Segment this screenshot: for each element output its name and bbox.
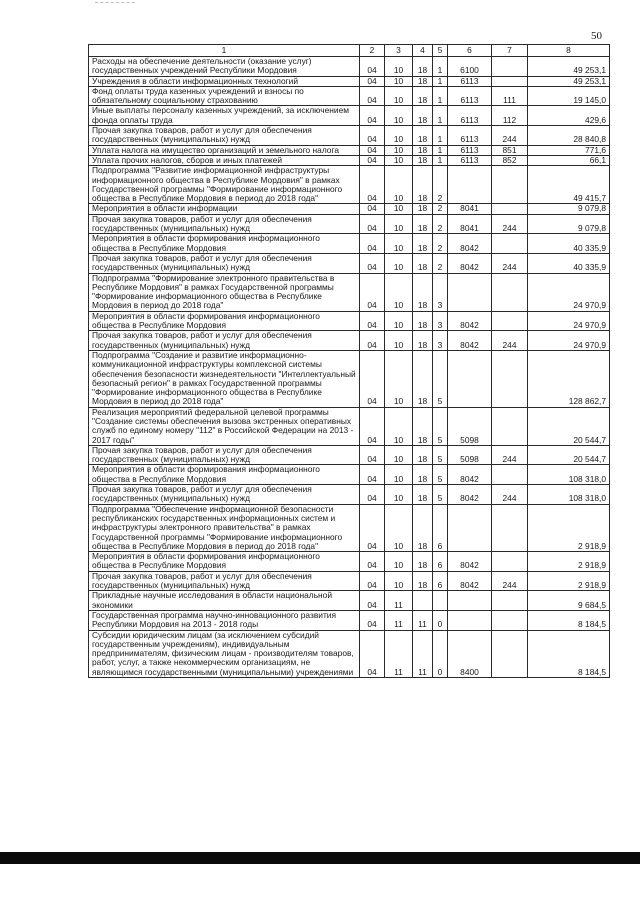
subprogram-code-cell: 5: [433, 465, 448, 485]
program-code-cell: 18: [413, 155, 433, 165]
header-cell-3: 3: [385, 45, 413, 57]
subsection-code-cell: 11: [385, 610, 413, 630]
subsection-code-cell: 10: [385, 552, 413, 572]
subsection-code-cell: 10: [385, 76, 413, 86]
expense-type-code-cell: 111: [492, 86, 528, 106]
target-item-code-cell: 6113: [448, 145, 492, 155]
expense-type-code-cell: [492, 273, 528, 311]
subprogram-code-cell: 5: [433, 485, 448, 505]
expense-type-code-cell: [492, 234, 528, 254]
subprogram-code-cell: 5: [433, 350, 448, 407]
header-cell-2: 2: [360, 45, 385, 57]
table-row: [89, 630, 610, 677]
table-row: [89, 350, 610, 407]
section-code-cell: 04: [360, 166, 385, 204]
target-item-code-cell: 6113: [448, 126, 492, 146]
target-item-code-cell: 8042: [448, 571, 492, 591]
expense-type-code-cell: 244: [492, 214, 528, 234]
amount-cell: 2 918,9: [528, 504, 610, 551]
expense-type-code-cell: [492, 76, 528, 86]
table-row: [89, 552, 610, 572]
program-code-cell: 18: [413, 311, 433, 331]
target-item-code-cell: [448, 610, 492, 630]
section-code-cell: 04: [360, 445, 385, 465]
target-item-code-cell: 8041: [448, 204, 492, 214]
table-row: [89, 407, 610, 445]
amount-cell: 128 862,7: [528, 350, 610, 407]
header-cell-7: 7: [492, 45, 528, 57]
program-code-cell: 18: [413, 465, 433, 485]
row-name-cell: Прикладные научные исследования в области национальной экономики: [89, 591, 360, 611]
subprogram-code-cell: 1: [433, 106, 448, 126]
amount-cell: 108 318,0: [528, 485, 610, 505]
subprogram-code-cell: 2: [433, 234, 448, 254]
table-row: [89, 57, 610, 77]
table-body: [89, 57, 610, 678]
section-code-cell: 04: [360, 145, 385, 155]
program-code-cell: 11: [413, 630, 433, 677]
section-code-cell: 04: [360, 234, 385, 254]
subprogram-code-cell: 3: [433, 273, 448, 311]
target-item-code-cell: 8042: [448, 552, 492, 572]
amount-cell: 20 544,7: [528, 407, 610, 445]
table-header: [89, 45, 610, 57]
amount-cell: 108 318,0: [528, 465, 610, 485]
subsection-code-cell: 10: [385, 465, 413, 485]
subsection-code-cell: 10: [385, 571, 413, 591]
section-code-cell: 04: [360, 311, 385, 331]
row-name-cell: Мероприятия в области формирования информационного общества в Республике Мордовия: [89, 552, 360, 572]
expense-type-code-cell: 244: [492, 253, 528, 273]
row-name-cell: Мероприятия в области формирования информационного общества в Республике Мордовия: [89, 465, 360, 485]
amount-cell: 9 079,8: [528, 204, 610, 214]
target-item-code-cell: [448, 591, 492, 611]
row-name-cell: Фонд оплаты труда казенных учреждений и взносы по обязательному социальному страхованию: [89, 86, 360, 106]
expense-type-code-cell: [492, 504, 528, 551]
table-row: [89, 331, 610, 351]
expense-type-code-cell: 112: [492, 106, 528, 126]
section-code-cell: 04: [360, 86, 385, 106]
amount-cell: 49 253,1: [528, 76, 610, 86]
target-item-code-cell: 5098: [448, 445, 492, 465]
expense-type-code-cell: [492, 610, 528, 630]
section-code-cell: 04: [360, 552, 385, 572]
section-code-cell: 04: [360, 155, 385, 165]
target-item-code-cell: 6113: [448, 76, 492, 86]
expense-type-code-cell: [492, 552, 528, 572]
program-code-cell: 18: [413, 86, 433, 106]
target-item-code-cell: 8042: [448, 311, 492, 331]
section-code-cell: 04: [360, 76, 385, 86]
subsection-code-cell: 10: [385, 86, 413, 106]
table-row: [89, 591, 610, 611]
target-item-code-cell: [448, 350, 492, 407]
amount-cell: 9 079,8: [528, 214, 610, 234]
subsection-code-cell: 10: [385, 204, 413, 214]
target-item-code-cell: 6113: [448, 106, 492, 126]
subprogram-code-cell: 1: [433, 155, 448, 165]
row-name-cell: Прочая закупка товаров, работ и услуг для обеспечения государственных (муниципальных) нужд: [89, 214, 360, 234]
program-code-cell: 18: [413, 106, 433, 126]
subprogram-code-cell: 1: [433, 126, 448, 146]
section-code-cell: 04: [360, 273, 385, 311]
subprogram-code-cell: 3: [433, 311, 448, 331]
header-row: [89, 45, 610, 57]
subsection-code-cell: 10: [385, 445, 413, 465]
scan-border-bar: [0, 852, 640, 864]
expense-type-code-cell: [492, 465, 528, 485]
target-item-code-cell: 8042: [448, 253, 492, 273]
expense-type-code-cell: 244: [492, 485, 528, 505]
row-name-cell: Иные выплаты персоналу казенных учреждений, за исключением фонда оплаты труда: [89, 106, 360, 126]
program-code-cell: 18: [413, 445, 433, 465]
subprogram-code-cell: 1: [433, 86, 448, 106]
section-code-cell: 04: [360, 106, 385, 126]
amount-cell: 9 684,5: [528, 591, 610, 611]
subsection-code-cell: 11: [385, 591, 413, 611]
amount-cell: 20 544,7: [528, 445, 610, 465]
expense-type-code-cell: [492, 630, 528, 677]
table-row: [89, 155, 610, 165]
row-name-cell: Расходы на обеспечение деятельности (оказание услуг) государственных учреждений Республики Мордовия: [89, 57, 360, 77]
subprogram-code-cell: 5: [433, 445, 448, 465]
expense-type-code-cell: 244: [492, 331, 528, 351]
subsection-code-cell: 10: [385, 145, 413, 155]
amount-cell: 66,1: [528, 155, 610, 165]
row-name-cell: Прочая закупка товаров, работ и услуг для обеспечения государственных (муниципальных) нужд: [89, 571, 360, 591]
program-code-cell: 18: [413, 145, 433, 155]
table-row: [89, 485, 610, 505]
row-name-cell: Прочая закупка товаров, работ и услуг для обеспечения государственных (муниципальных) нужд: [89, 485, 360, 505]
table-row: [89, 273, 610, 311]
target-item-code-cell: 6113: [448, 86, 492, 106]
program-code-cell: 18: [413, 552, 433, 572]
program-code-cell: 18: [413, 204, 433, 214]
row-name-cell: Мероприятия в области информации: [89, 204, 360, 214]
program-code-cell: 18: [413, 571, 433, 591]
page-number: 50: [591, 30, 602, 42]
program-code-cell: 18: [413, 331, 433, 351]
row-name-cell: Подпрограмма "Формирование электронного правительства в Республике Мордовия" в рамках Государственной программы "Формирование информационного общества в Республике Мордовия в период до 2018 года": [89, 273, 360, 311]
table-row: [89, 214, 610, 234]
subsection-code-cell: 10: [385, 253, 413, 273]
header-cell-4: 4: [413, 45, 433, 57]
subprogram-code-cell: 2: [433, 166, 448, 204]
subprogram-code-cell: 1: [433, 145, 448, 155]
subsection-code-cell: 10: [385, 504, 413, 551]
subprogram-code-cell: 0: [433, 610, 448, 630]
section-code-cell: 04: [360, 504, 385, 551]
target-item-code-cell: 6113: [448, 155, 492, 165]
section-code-cell: 04: [360, 610, 385, 630]
target-item-code-cell: [448, 273, 492, 311]
program-code-cell: 18: [413, 485, 433, 505]
row-name-cell: Субсидии юридическим лицам (за исключением субсидий государственным учреждениям), индивидуальным предпринимателям, физическим лицам - производителям товаров, работ, услуг, а также некоммерческим организациям, не являющимся государственными (муниципальными) учреждениями: [89, 630, 360, 677]
target-item-code-cell: 8400: [448, 630, 492, 677]
subsection-code-cell: 10: [385, 57, 413, 77]
expense-type-code-cell: [492, 407, 528, 445]
program-code-cell: 18: [413, 504, 433, 551]
subprogram-code-cell: 2: [433, 253, 448, 273]
amount-cell: 40 335,9: [528, 253, 610, 273]
subsection-code-cell: 10: [385, 485, 413, 505]
target-item-code-cell: 8042: [448, 234, 492, 254]
row-name-cell: Уплата прочих налогов, сборов и иных платежей: [89, 155, 360, 165]
expense-type-code-cell: 852: [492, 155, 528, 165]
header-cell-8: 8: [528, 45, 610, 57]
target-item-code-cell: [448, 166, 492, 204]
section-code-cell: 04: [360, 253, 385, 273]
amount-cell: 8 184,5: [528, 630, 610, 677]
amount-cell: 24 970,9: [528, 331, 610, 351]
subsection-code-cell: 10: [385, 234, 413, 254]
target-item-code-cell: 5098: [448, 407, 492, 445]
amount-cell: 28 840,8: [528, 126, 610, 146]
program-code-cell: 18: [413, 57, 433, 77]
expense-type-code-cell: [492, 166, 528, 204]
program-code-cell: 18: [413, 214, 433, 234]
section-code-cell: 04: [360, 204, 385, 214]
header-cell-5: 5: [433, 45, 448, 57]
amount-cell: 2 918,9: [528, 552, 610, 572]
row-name-cell: Мероприятия в области формирования информационного общества в Республике Мордовия: [89, 311, 360, 331]
program-code-cell: 18: [413, 126, 433, 146]
row-name-cell: Реализация мероприятий федеральной целевой программы "Создание системы обеспечения вызова экстренных оперативных служб по единому номеру "112" в Российской Федерации на 2013 - 2017 годы": [89, 407, 360, 445]
row-name-cell: Подпрограмма "Создание и развитие информационно-коммуникационной инфраструктуры комплексной системы обеспечения безопасности жизнедеятельности "Интеллектуальный безопасный регион" в рамках Государственной программы "Формирование информационного общества в Республике Мордовия в период до 2018 года": [89, 350, 360, 407]
target-item-code-cell: 8042: [448, 465, 492, 485]
target-item-code-cell: 8041: [448, 214, 492, 234]
program-code-cell: 18: [413, 76, 433, 86]
header-cell-1: 1: [89, 45, 360, 57]
expense-type-code-cell: 851: [492, 145, 528, 155]
expense-type-code-cell: 244: [492, 445, 528, 465]
subsection-code-cell: 10: [385, 126, 413, 146]
amount-cell: 429,6: [528, 106, 610, 126]
row-name-cell: Подпрограмма "Развитие информационной инфраструктуры информационного общества в Республике Мордовия" в рамках Государственной программы "Формирование информационного общества в Республике Мордовия в период до 2018 года": [89, 166, 360, 204]
amount-cell: 771,6: [528, 145, 610, 155]
subsection-code-cell: 10: [385, 106, 413, 126]
subprogram-code-cell: 2: [433, 214, 448, 234]
section-code-cell: 04: [360, 407, 385, 445]
table-row: [89, 126, 610, 146]
subprogram-code-cell: [433, 591, 448, 611]
section-code-cell: 04: [360, 630, 385, 677]
section-code-cell: 04: [360, 350, 385, 407]
program-code-cell: 18: [413, 166, 433, 204]
expense-type-code-cell: 244: [492, 126, 528, 146]
section-code-cell: 04: [360, 331, 385, 351]
section-code-cell: 04: [360, 591, 385, 611]
amount-cell: 24 970,9: [528, 273, 610, 311]
expense-type-code-cell: [492, 350, 528, 407]
subprogram-code-cell: 6: [433, 571, 448, 591]
program-code-cell: 18: [413, 234, 433, 254]
table-row: [89, 76, 610, 86]
expense-type-code-cell: [492, 204, 528, 214]
section-code-cell: 04: [360, 57, 385, 77]
subprogram-code-cell: 6: [433, 504, 448, 551]
expense-type-code-cell: 244: [492, 571, 528, 591]
target-item-code-cell: 6100: [448, 57, 492, 77]
target-item-code-cell: 8042: [448, 485, 492, 505]
table-row: [89, 204, 610, 214]
subprogram-code-cell: 3: [433, 331, 448, 351]
table-row: [89, 145, 610, 155]
subsection-code-cell: 10: [385, 155, 413, 165]
table-row: [89, 465, 610, 485]
expense-type-code-cell: [492, 591, 528, 611]
subprogram-code-cell: 5: [433, 407, 448, 445]
program-code-cell: 18: [413, 407, 433, 445]
table-row: [89, 504, 610, 551]
program-code-cell: [413, 591, 433, 611]
header-cell-6: 6: [448, 45, 492, 57]
table-row: [89, 166, 610, 204]
expense-type-code-cell: [492, 57, 528, 77]
section-code-cell: 04: [360, 214, 385, 234]
subsection-code-cell: 10: [385, 273, 413, 311]
table-row: [89, 311, 610, 331]
amount-cell: 40 335,9: [528, 234, 610, 254]
table-row: [89, 253, 610, 273]
row-name-cell: Прочая закупка товаров, работ и услуг для обеспечения государственных (муниципальных) нужд: [89, 445, 360, 465]
target-item-code-cell: [448, 504, 492, 551]
table-row: [89, 106, 610, 126]
row-name-cell: Прочая закупка товаров, работ и услуг для обеспечения государственных (муниципальных) нужд: [89, 126, 360, 146]
amount-cell: 49 415,7: [528, 166, 610, 204]
subsection-code-cell: 10: [385, 407, 413, 445]
row-name-cell: Уплата налога на имущество организаций и земельного налога: [89, 145, 360, 155]
program-code-cell: 18: [413, 350, 433, 407]
expense-type-code-cell: [492, 311, 528, 331]
amount-cell: 2 918,9: [528, 571, 610, 591]
subsection-code-cell: 10: [385, 331, 413, 351]
program-code-cell: 11: [413, 610, 433, 630]
target-item-code-cell: 8042: [448, 331, 492, 351]
table-row: [89, 445, 610, 465]
row-name-cell: Прочая закупка товаров, работ и услуг для обеспечения государственных (муниципальных) нужд: [89, 331, 360, 351]
subsection-code-cell: 10: [385, 350, 413, 407]
program-code-cell: 18: [413, 273, 433, 311]
row-name-cell: Мероприятия в области формирования информационного общества в Республике Мордовия: [89, 234, 360, 254]
row-name-cell: Прочая закупка товаров, работ и услуг для обеспечения государственных (муниципальных) нужд: [89, 253, 360, 273]
section-code-cell: 04: [360, 126, 385, 146]
subprogram-code-cell: 2: [433, 204, 448, 214]
program-code-cell: 18: [413, 253, 433, 273]
table-row: [89, 86, 610, 106]
table-row: [89, 610, 610, 630]
amount-cell: 49 253,1: [528, 57, 610, 77]
subsection-code-cell: 10: [385, 166, 413, 204]
row-name-cell: Государственная программа научно-инновационного развития Республики Мордовия на 2013 - 2018 годы: [89, 610, 360, 630]
subsection-code-cell: 10: [385, 311, 413, 331]
subprogram-code-cell: 1: [433, 76, 448, 86]
section-code-cell: 04: [360, 485, 385, 505]
amount-cell: 24 970,9: [528, 311, 610, 331]
scan-artifact: [95, 2, 135, 4]
subsection-code-cell: 10: [385, 214, 413, 234]
amount-cell: 8 184,5: [528, 610, 610, 630]
section-code-cell: 04: [360, 571, 385, 591]
section-code-cell: 04: [360, 465, 385, 485]
budget-table: [88, 44, 610, 678]
table-row: [89, 571, 610, 591]
row-name-cell: Учреждения в области информационных технологий: [89, 76, 360, 86]
row-name-cell: Подпрограмма "Обеспечение информационной безопасности республиканских государственных информационных систем и инфраструктуры электронного правительства" в рамках Государственной программы "Формирование информационного общества в Республике Мордовия в период до 2018 года": [89, 504, 360, 551]
table-row: [89, 234, 610, 254]
subprogram-code-cell: 6: [433, 552, 448, 572]
subprogram-code-cell: 0: [433, 630, 448, 677]
subsection-code-cell: 11: [385, 630, 413, 677]
amount-cell: 19 145,0: [528, 86, 610, 106]
subprogram-code-cell: 1: [433, 57, 448, 77]
